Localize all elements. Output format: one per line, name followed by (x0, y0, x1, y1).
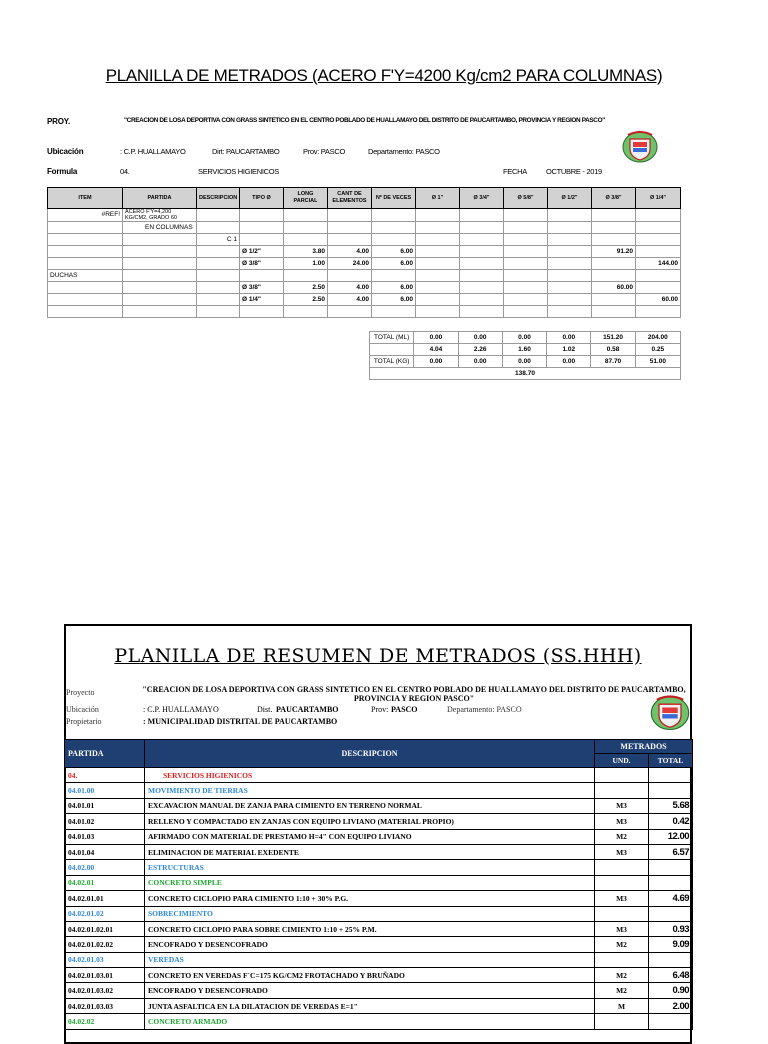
resumen-total (649, 1014, 693, 1029)
resumen-row (65, 844, 693, 859)
header-d14: Ø 1/4" (636, 188, 681, 209)
resumen-row (65, 829, 693, 844)
acero-cell-c1 (416, 270, 460, 282)
resumen-total: 0.93 (649, 921, 693, 936)
acero-cell-c34 (460, 222, 504, 234)
resumen-code: 04.02.01.02.02 (65, 937, 145, 952)
resumen-row (65, 968, 693, 983)
resumen-und (595, 783, 649, 798)
acero-cell-c34 (460, 258, 504, 270)
resumen-code: 04.02.01.03.03 (65, 998, 145, 1013)
acero-header-row (48, 188, 681, 209)
header-partida: PARTIDA (123, 188, 197, 209)
acero-cell-partida (123, 270, 197, 282)
resumen-row (65, 1014, 693, 1029)
acero-cell-desc (197, 258, 240, 270)
resumen-und: M (595, 998, 649, 1013)
acero-cell-tipo: Ø 3/8" (240, 282, 284, 294)
resumen-row (65, 783, 693, 798)
acero-cell-long: 3.80 (284, 246, 328, 258)
ubicacion-value: : C.P. HUALLAMAYO (120, 147, 186, 156)
resumen-und (595, 860, 649, 875)
acero-cell-c58 (504, 270, 548, 282)
header-d12: Ø 1/2" (548, 188, 592, 209)
resumen-desc: SERVICIOS HIGIENICOS (145, 768, 595, 783)
acero-cell-item (48, 306, 123, 318)
header-tipo: TIPO Ø (240, 188, 284, 209)
acero-row (48, 246, 681, 258)
total-ml-d12: 0.00 (547, 332, 591, 344)
header-descripcion-2: DESCRIPCION (145, 740, 595, 768)
resumen-row (65, 814, 693, 829)
acero-cell-c14 (636, 282, 681, 294)
acero-cell-veces (372, 234, 416, 246)
total-kg-d12: 0.00 (547, 356, 591, 368)
acero-cell-cant (328, 306, 372, 318)
header-item: ITEM (48, 188, 123, 209)
acero-cell-c1 (416, 246, 460, 258)
acero-cell-tipo (240, 234, 284, 246)
acero-cell-cant: 24.00 (328, 258, 372, 270)
prov2-value: PASCO (391, 705, 418, 714)
factor-label-blank (370, 344, 414, 356)
total-ml-d58: 0.00 (502, 332, 546, 344)
resumen-code: 04.02.01.01 (65, 891, 145, 906)
resumen-header-row (65, 740, 693, 754)
resumen-code: 04.01.03 (65, 829, 145, 844)
resumen-desc: RELLENO Y COMPACTADO EN ZANJAS CON EQUIPO LIVIANO (MATERIAL PROPIO) (145, 814, 595, 829)
acero-cell-c12 (548, 282, 592, 294)
acero-row (48, 270, 681, 282)
total-ml-d38: 151.20 (591, 332, 635, 344)
acero-cell-partida (123, 282, 197, 294)
resumen-code: 04.01.01 (65, 798, 145, 813)
total-kg-d14: 51.00 (635, 356, 680, 368)
acero-cell-tipo (240, 306, 284, 318)
acero-cell-veces (372, 270, 416, 282)
acero-cell-c58 (504, 306, 548, 318)
resumen-und: M3 (595, 891, 649, 906)
resumen-row (65, 875, 693, 890)
resumen-desc: CONCRETO ARMADO (145, 1014, 595, 1029)
resumen-code: 04.02.01 (65, 875, 145, 890)
acero-cell-c14: 144.00 (636, 258, 681, 270)
resumen-desc: CONCRETO EN VEREDAS F`C=175 KG/CM2 FROTACHADO Y BRUÑADO (145, 968, 595, 983)
acero-cell-cant (328, 270, 372, 282)
proyecto-label: Proyecto (66, 688, 95, 697)
acero-cell-c58 (504, 294, 548, 306)
resumen-row (65, 906, 693, 921)
header-d38: Ø 3/8" (592, 188, 636, 209)
acero-totals-table (369, 331, 681, 380)
resumen-code: 04. (65, 768, 145, 783)
header-und: UND. (595, 754, 649, 768)
resumen-desc: MOVIMIENTO DE TIERRAS (145, 783, 595, 798)
total-kg-d1: 0.00 (414, 356, 458, 368)
acero-cell-desc: C 1 (197, 234, 240, 246)
acero-cell-c1 (416, 258, 460, 270)
resumen-total: 0.42 (649, 814, 693, 829)
resumen-desc: JUNTA ASFALTICA EN LA DILATACION DE VEREDAS E=1" (145, 998, 595, 1013)
resumen-code: 04.01.02 (65, 814, 145, 829)
acero-cell-tipo: Ø 1/2" (240, 246, 284, 258)
acero-cell-c1 (416, 282, 460, 294)
propietario-value: : MUNICIPALIDAD DISTRITAL DE PAUCARTAMBO (143, 717, 338, 726)
resumen-desc: ESTRUCTURAS (145, 860, 595, 875)
acero-cell-partida (123, 246, 197, 258)
resumen-und: M2 (595, 829, 649, 844)
resumen-desc: ELIMINACION DE MATERIAL EXEDENTE (145, 844, 595, 859)
acero-cell-c58 (504, 258, 548, 270)
resumen-code: 04.02.01.02 (65, 906, 145, 921)
resumen-code: 04.02.00 (65, 860, 145, 875)
dist2-label: Dist. (257, 705, 273, 714)
acero-cell-veces (372, 306, 416, 318)
total-kg-d58: 0.00 (502, 356, 546, 368)
sheet2-title: PLANILLA DE RESUMEN DE METRADOS (SS.HHH) (114, 645, 642, 667)
acero-cell-tipo (240, 270, 284, 282)
header-d58: Ø 5/8" (504, 188, 548, 209)
formula-value: SERVICIOS HIGIENICOS (198, 167, 279, 176)
total-ml-d1: 0.00 (414, 332, 458, 344)
acero-cell-veces: 6.00 (372, 282, 416, 294)
acero-cell-c14 (636, 222, 681, 234)
sheet1-title: PLANILLA DE METRADOS (ACERO F'Y=4200 Kg/cm2 PARA COLUMNAS) (105, 66, 663, 85)
acero-cell-item: #REF! (48, 209, 123, 222)
acero-cell-desc (197, 222, 240, 234)
acero-row (48, 306, 681, 318)
ubicacion-label: Ubicación (47, 147, 84, 156)
acero-cell-c1 (416, 234, 460, 246)
acero-cell-c14 (636, 270, 681, 282)
resumen-row (65, 983, 693, 998)
acero-cell-veces: 6.00 (372, 258, 416, 270)
resumen-und: M3 (595, 798, 649, 813)
factor-d38: 0.58 (591, 344, 635, 356)
total-ml-label: TOTAL (ML) (370, 332, 414, 344)
resumen-code: 04.02.02 (65, 1014, 145, 1029)
acero-cell-cant (328, 209, 372, 222)
resumen-total: 2.00 (649, 998, 693, 1013)
acero-cell-desc (197, 246, 240, 258)
header-cant-elementos: CANT DE ELEMENTOS (328, 188, 372, 209)
departamento-text: Departamento: PASCO (368, 147, 440, 156)
resumen-code: 04.01.00 (65, 783, 145, 798)
acero-row (48, 222, 681, 234)
resumen-und (595, 875, 649, 890)
resumen-table (64, 739, 693, 1030)
resumen-und: M2 (595, 937, 649, 952)
acero-cell-partida (123, 294, 197, 306)
ubicacion2-value: : C.P. HUALLAMAYO (143, 705, 219, 714)
acero-row (48, 209, 681, 222)
acero-cell-c34 (460, 294, 504, 306)
header-d1: Ø 1" (416, 188, 460, 209)
resumen-desc: AFIRMADO CON MATERIAL DE PRESTAMO H=4" CON EQUIPO LIVIANO (145, 829, 595, 844)
resumen-desc: SOBRECIMIENTO (145, 906, 595, 921)
acero-cell-c14 (636, 234, 681, 246)
acero-cell-c14 (636, 209, 681, 222)
acero-cell-c58 (504, 209, 548, 222)
acero-cell-cant (328, 234, 372, 246)
resumen-code: 04.02.01.03.01 (65, 968, 145, 983)
acero-cell-long (284, 306, 328, 318)
resumen-und: M2 (595, 968, 649, 983)
acero-cell-long (284, 234, 328, 246)
acero-cell-partida: EN COLUMNAS (123, 222, 197, 234)
factor-d1: 4.04 (414, 344, 458, 356)
resumen-desc: ENCOFRADO Y DESENCOFRADO (145, 983, 595, 998)
acero-cell-cant (328, 222, 372, 234)
acero-cell-desc (197, 270, 240, 282)
acero-cell-item: DUCHAS (48, 270, 123, 282)
fecha-value: OCTUBRE - 2019 (546, 167, 602, 176)
acero-cell-tipo: Ø 3/8" (240, 258, 284, 270)
header-metrados: METRADOS (595, 740, 693, 754)
proy-value: "CREACION DE LOSA DEPORTIVA CON GRASS SINTETICO EN EL CENTRO POBLADO DE HUALLAMAYO DEL DISTRITO DE PAUCARTAMBO, PROVINCIA Y REGION PASCO" (124, 117, 605, 124)
acero-cell-c12 (548, 209, 592, 222)
acero-cell-c34 (460, 306, 504, 318)
acero-row (48, 234, 681, 246)
resumen-code: 04.02.01.03 (65, 952, 145, 967)
resumen-row (65, 952, 693, 967)
resumen-total: 6.48 (649, 968, 693, 983)
resumen-desc: VEREDAS (145, 952, 595, 967)
acero-cell-c14 (636, 246, 681, 258)
resumen-und (595, 906, 649, 921)
resumen-total: 0.90 (649, 983, 693, 998)
formula-code: 04. (120, 167, 130, 176)
acero-cell-c58 (504, 282, 548, 294)
acero-cell-c38 (592, 209, 636, 222)
acero-cell-c12 (548, 270, 592, 282)
resumen-desc: CONCRETO CICLOPIO PARA CIMIENTO 1:10 + 30% P.G. (145, 891, 595, 906)
resumen-total: 5.68 (649, 798, 693, 813)
acero-cell-c34 (460, 246, 504, 258)
ubicacion2-label: Ubicación (66, 705, 99, 714)
acero-cell-c34 (460, 282, 504, 294)
acero-cell-tipo (240, 209, 284, 222)
header-d34: Ø 3/4" (460, 188, 504, 209)
acero-cell-item (48, 258, 123, 270)
acero-cell-desc (197, 294, 240, 306)
acero-cell-long: 1.00 (284, 258, 328, 270)
acero-row (48, 258, 681, 270)
resumen-desc: EXCAVACION MANUAL DE ZANJA PARA CIMIENTO EN TERRENO NORMAL (145, 798, 595, 813)
header-partida-2: PARTIDA (65, 740, 145, 768)
resumen-total (649, 783, 693, 798)
acero-cell-cant: 4.00 (328, 282, 372, 294)
resumen-und: M3 (595, 844, 649, 859)
factor-row (370, 344, 681, 356)
acero-cell-item (48, 234, 123, 246)
acero-cell-c14 (636, 306, 681, 318)
municipal-shield-logo-2 (648, 694, 692, 732)
acero-cell-cant: 4.00 (328, 294, 372, 306)
acero-cell-partida: ACERO F'Y=4,200 KG/CM2, GRADO 60 (123, 209, 197, 222)
factor-d34: 2.26 (458, 344, 502, 356)
acero-cell-tipo (240, 222, 284, 234)
total-ml-row (370, 332, 681, 344)
resumen-code: 04.02.01.02.01 (65, 921, 145, 936)
acero-cell-c38: 60.00 (592, 282, 636, 294)
acero-cell-veces (372, 222, 416, 234)
proyecto-value: "CREACION DE LOSA DEPORTIVA CON GRASS SINTETICO EN EL CENTRO POBLADO DE HUALLAMAYO DEL DISTRITO DE PAUCARTAMBO, PROVINCIA Y REGION PASCO" (142, 685, 686, 703)
acero-cell-long (284, 222, 328, 234)
acero-cell-desc (197, 282, 240, 294)
grand-total: 138.70 (370, 368, 681, 380)
resumen-row (65, 798, 693, 813)
resumen-und (595, 768, 649, 783)
resumen-code: 04.02.01.03.02 (65, 983, 145, 998)
resumen-code: 04.01.04 (65, 844, 145, 859)
total-kg-row (370, 356, 681, 368)
acero-cell-item (48, 294, 123, 306)
resumen-total (649, 860, 693, 875)
acero-cell-long (284, 209, 328, 222)
resumen-total (649, 952, 693, 967)
propietario-label: Propietario (66, 717, 102, 726)
acero-cell-c38 (592, 294, 636, 306)
resumen-total: 12.00 (649, 829, 693, 844)
depto2-text: Departamento: PASCO (447, 705, 522, 714)
acero-cell-desc (197, 306, 240, 318)
resumen-row (65, 768, 693, 783)
acero-cell-veces: 6.00 (372, 294, 416, 306)
acero-cell-c1 (416, 222, 460, 234)
header-descripcion: DESCRIPCION (197, 188, 240, 209)
acero-cell-partida (123, 258, 197, 270)
resumen-desc: ENCOFRADO Y DESENCOFRADO (145, 937, 595, 952)
total-ml-d14: 204.00 (635, 332, 680, 344)
acero-cell-item (48, 222, 123, 234)
header-long-parcial: LONG PARCIAL (284, 188, 328, 209)
total-kg-d38: 87.70 (591, 356, 635, 368)
acero-cell-c1 (416, 294, 460, 306)
resumen-total (649, 875, 693, 890)
acero-cell-item (48, 246, 123, 258)
acero-row (48, 294, 681, 306)
acero-cell-item (48, 282, 123, 294)
acero-cell-c12 (548, 294, 592, 306)
resumen-row (65, 937, 693, 952)
acero-cell-c1 (416, 306, 460, 318)
formula-label: Formula (47, 167, 78, 176)
acero-cell-cant: 4.00 (328, 246, 372, 258)
acero-cell-desc (197, 209, 240, 222)
resumen-und: M3 (595, 921, 649, 936)
acero-cell-veces (372, 209, 416, 222)
factor-d14: 0.25 (635, 344, 680, 356)
resumen-desc: CONCRETO SIMPLE (145, 875, 595, 890)
prov2-label: Prov: (371, 705, 389, 714)
factor-d12: 1.02 (547, 344, 591, 356)
acero-cell-long: 2.50 (284, 294, 328, 306)
acero-cell-c12 (548, 222, 592, 234)
municipal-shield-logo (620, 130, 660, 164)
acero-cell-c38 (592, 270, 636, 282)
header-n-veces: Nº DE VECES (372, 188, 416, 209)
acero-cell-long (284, 270, 328, 282)
acero-cell-c58 (504, 234, 548, 246)
acero-cell-c34 (460, 270, 504, 282)
acero-cell-long: 2.50 (284, 282, 328, 294)
resumen-total: 9.09 (649, 937, 693, 952)
resumen-und: M3 (595, 814, 649, 829)
acero-cell-c12 (548, 246, 592, 258)
header-total: TOTAL (649, 754, 693, 768)
resumen-und (595, 1014, 649, 1029)
resumen-total: 6.57 (649, 844, 693, 859)
acero-cell-c38 (592, 222, 636, 234)
resumen-total (649, 906, 693, 921)
resumen-total (649, 768, 693, 783)
acero-cell-c38 (592, 234, 636, 246)
acero-cell-partida (123, 234, 197, 246)
resumen-desc: CONCRETO CICLOPIO PARA SOBRE CIMIENTO 1:10 + 25% P.M. (145, 921, 595, 936)
factor-d58: 1.60 (502, 344, 546, 356)
acero-cell-c12 (548, 234, 592, 246)
resumen-row (65, 921, 693, 936)
acero-cell-c38 (592, 258, 636, 270)
acero-cell-c38 (592, 306, 636, 318)
resumen-und: M2 (595, 983, 649, 998)
acero-cell-c58 (504, 222, 548, 234)
acero-cell-tipo: Ø 1/4" (240, 294, 284, 306)
acero-cell-c38: 91.20 (592, 246, 636, 258)
provincia-text: Prov: PASCO (303, 147, 345, 156)
acero-cell-veces: 6.00 (372, 246, 416, 258)
resumen-und (595, 952, 649, 967)
acero-cell-c58 (504, 246, 548, 258)
acero-cell-c1 (416, 209, 460, 222)
acero-cell-c34 (460, 209, 504, 222)
acero-cell-c14: 60.00 (636, 294, 681, 306)
resumen-row (65, 891, 693, 906)
acero-cell-c34 (460, 234, 504, 246)
resumen-row (65, 860, 693, 875)
grand-total-row (370, 368, 681, 380)
distrito-text: Dirt: PAUCARTAMBO (212, 147, 280, 156)
resumen-row (65, 998, 693, 1013)
fecha-label: FECHA (503, 167, 527, 176)
dist2-value: PAUCARTAMBO (276, 705, 339, 714)
acero-cell-c12 (548, 258, 592, 270)
acero-table (47, 187, 681, 318)
proy-label: PROY. (47, 117, 71, 126)
total-kg-d34: 0.00 (458, 356, 502, 368)
acero-cell-c12 (548, 306, 592, 318)
total-kg-label: TOTAL (KG) (370, 356, 414, 368)
acero-cell-partida (123, 306, 197, 318)
acero-row (48, 282, 681, 294)
resumen-total: 4.69 (649, 891, 693, 906)
total-ml-d34: 0.00 (458, 332, 502, 344)
